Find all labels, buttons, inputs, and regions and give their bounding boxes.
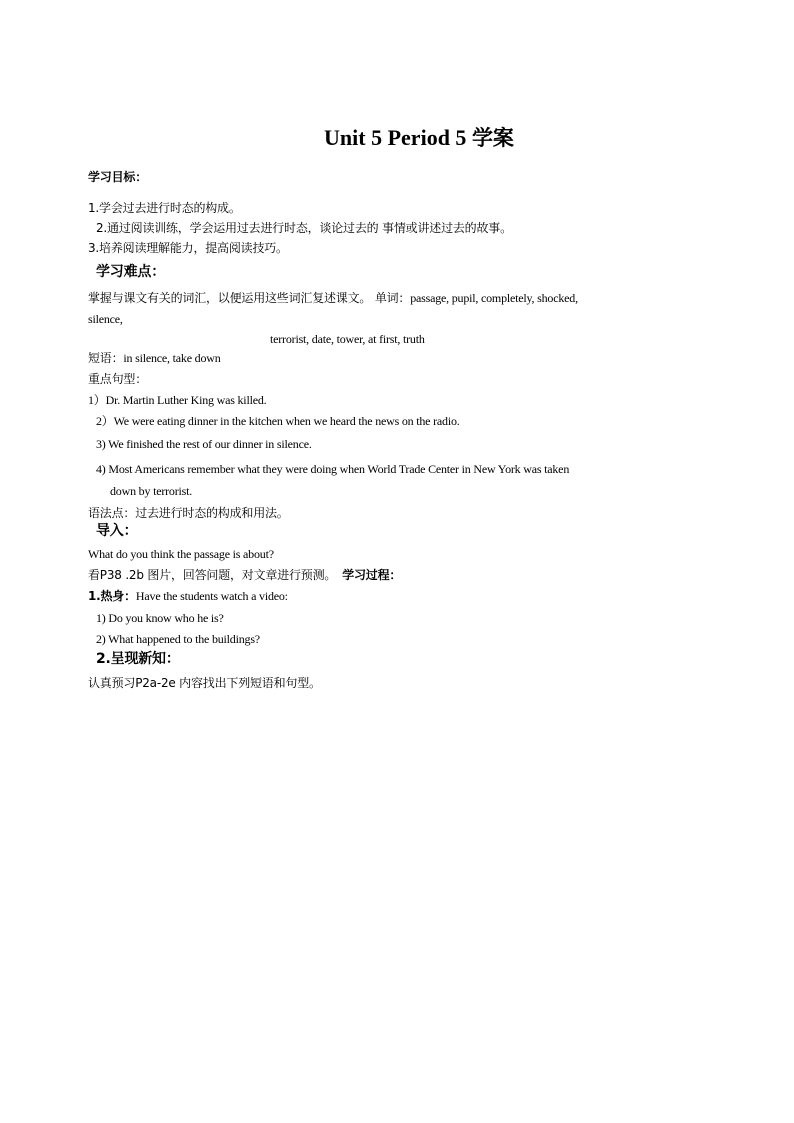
present-task: 认真预习P2a-2e 内容找出下列短语和句型。 — [88, 676, 321, 690]
difficulties-intro-cjk: 掌握与课文有关的词汇，以便运用这些词汇复述课文。 单词： — [88, 291, 411, 305]
lead-in-heading: 导入： — [96, 523, 138, 539]
difficulties-heading: 学习难点： — [96, 264, 165, 280]
objective-item-1: 1.学会过去进行时态的构成。 — [88, 201, 241, 215]
words-line-2: silence, — [88, 312, 123, 326]
title-cjk: 学案 — [471, 126, 514, 150]
difficulties-intro — [88, 290, 578, 306]
warm-up-label: 1.热身： — [88, 589, 136, 603]
sentence-2: 2）We were eating dinner in the kitchen when we heard the news on the radio. — [96, 414, 460, 428]
phrases-text: in silence, take down — [123, 351, 221, 365]
sentence-3: 3) We finished the rest of our dinner in silence. — [96, 437, 312, 451]
sentence-4: 4) Most Americans remember what they were doing when World Trade Center in New York was taken — [96, 462, 570, 476]
warm-up-question-2: 2) What happened to the buildings? — [96, 632, 260, 646]
phrases-line — [88, 350, 221, 366]
lead-in-question: What do you think the passage is about? — [88, 547, 274, 561]
sentence-4-cont: down by terrorist. — [110, 484, 193, 498]
process-label: 学习过程： — [342, 568, 402, 582]
sentences-label: 重点句型： — [88, 372, 148, 386]
present-heading: 2.呈现新知： — [96, 651, 180, 667]
title-main: Unit 5 Period 5 — [324, 125, 472, 150]
warm-up-line — [88, 588, 288, 604]
warm-up-question-1: 1) Do you know who he is? — [96, 611, 224, 625]
words-line-3: terrorist, date, tower, at first, truth — [270, 332, 425, 346]
lead-in-task-text: 看P38 .2b 图片，回答问题，对文章进行预测。 — [88, 568, 337, 582]
page-title — [0, 122, 794, 152]
words-line-1: passage, pupil, completely, shocked, — [410, 291, 578, 305]
lead-in-task — [88, 567, 401, 583]
warm-up-text: Have the students watch a video: — [135, 589, 288, 603]
objectives-heading: 学习目标： — [88, 170, 148, 184]
objective-item-3: 3.培养阅读理解能力，提高阅读技巧。 — [88, 241, 288, 255]
grammar-point: 语法点：过去进行时态的构成和用法。 — [88, 506, 289, 520]
objective-item-2: 2.通过阅读训练，学会运用过去进行时态，谈论过去的 事情或讲述过去的故事。 — [96, 221, 512, 235]
phrases-label: 短语： — [88, 351, 124, 365]
sentence-1: 1）Dr. Martin Luther King was killed. — [88, 393, 267, 407]
